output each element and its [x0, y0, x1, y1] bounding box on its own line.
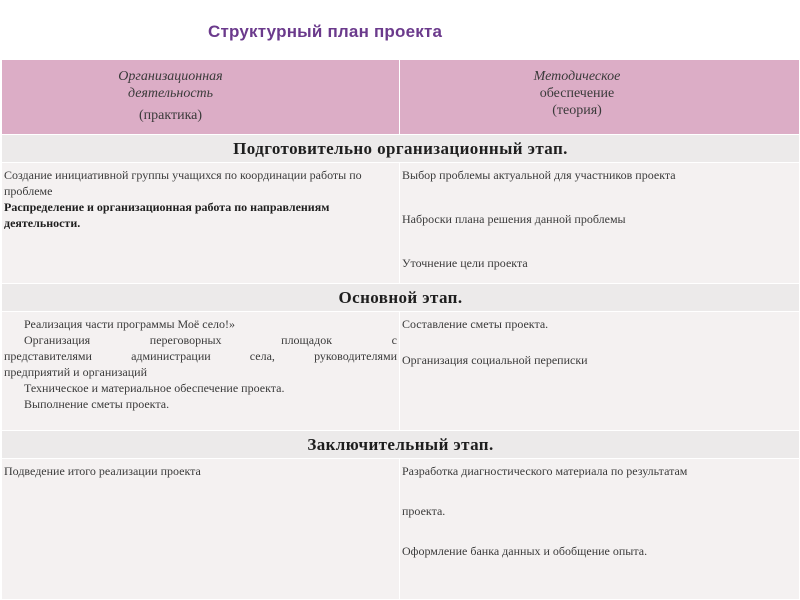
theory-cell	[400, 458, 800, 599]
practice-cell	[2, 458, 400, 599]
content-row-final	[2, 458, 800, 599]
stage-title: Заключительный этап.	[2, 430, 800, 458]
header-cell-practice	[2, 60, 400, 135]
practice-item: представителями администрации села, руководителями	[4, 349, 397, 364]
table-header-row	[2, 60, 800, 135]
plan-table	[1, 59, 800, 600]
content-row-preparatory	[2, 163, 800, 284]
practice-item-bold: Распределение и организационная работа по направлениям деятельности.	[4, 200, 330, 231]
theory-cell	[400, 312, 800, 430]
practice-item: Реализация части программы Моё село!»	[24, 317, 236, 332]
page-title: Структурный план проекта	[208, 22, 443, 41]
practice-item: Подведение итого реализации проекта	[4, 463, 201, 478]
practice-item: Организация переговорных площадок с	[24, 333, 397, 348]
stage-row-main	[2, 284, 800, 312]
practice-item: предприятий и организаций	[4, 365, 147, 380]
theory-item: проекта.	[402, 503, 446, 518]
header-left-line2: деятельность	[127, 86, 214, 101]
theory-item: Разработка диагностического материала по результатам	[402, 463, 688, 478]
theory-item: Составление сметы проекта.	[402, 317, 549, 332]
stage-title: Подготовительно организационный этап.	[2, 135, 800, 163]
theory-item: Уточнение цели проекта	[402, 256, 528, 271]
theory-cell	[400, 163, 800, 284]
header-cell-theory	[400, 60, 800, 135]
stage-row-preparatory	[2, 135, 800, 163]
stage-title: Основной этап.	[2, 284, 800, 312]
content-row-main	[2, 312, 800, 430]
practice-item: Создание инициативной группы учащихся по координации работы по проблеме	[4, 168, 362, 199]
practice-item: Выполнение сметы проекта.	[24, 397, 170, 412]
practice-item: Техническое и материальное обеспечение проекта.	[24, 381, 285, 396]
header-right-line2: обеспечение	[539, 86, 615, 101]
header-right-line1: Методическое	[533, 69, 621, 84]
header-right-line3: (теория)	[552, 103, 602, 118]
practice-cell	[2, 312, 400, 430]
theory-item: Выбор проблемы актуальной для участников проекта	[402, 168, 676, 183]
practice-cell	[2, 163, 400, 284]
theory-item: Наброски плана решения данной проблемы	[402, 212, 626, 227]
header-left-line3: (практика)	[138, 108, 203, 123]
header-left-line1: Организационная	[118, 69, 223, 84]
theory-item: Организация социальной переписки	[402, 353, 588, 368]
stage-row-final	[2, 430, 800, 458]
theory-item: Оформление банка данных и обобщение опыта.	[402, 543, 648, 558]
